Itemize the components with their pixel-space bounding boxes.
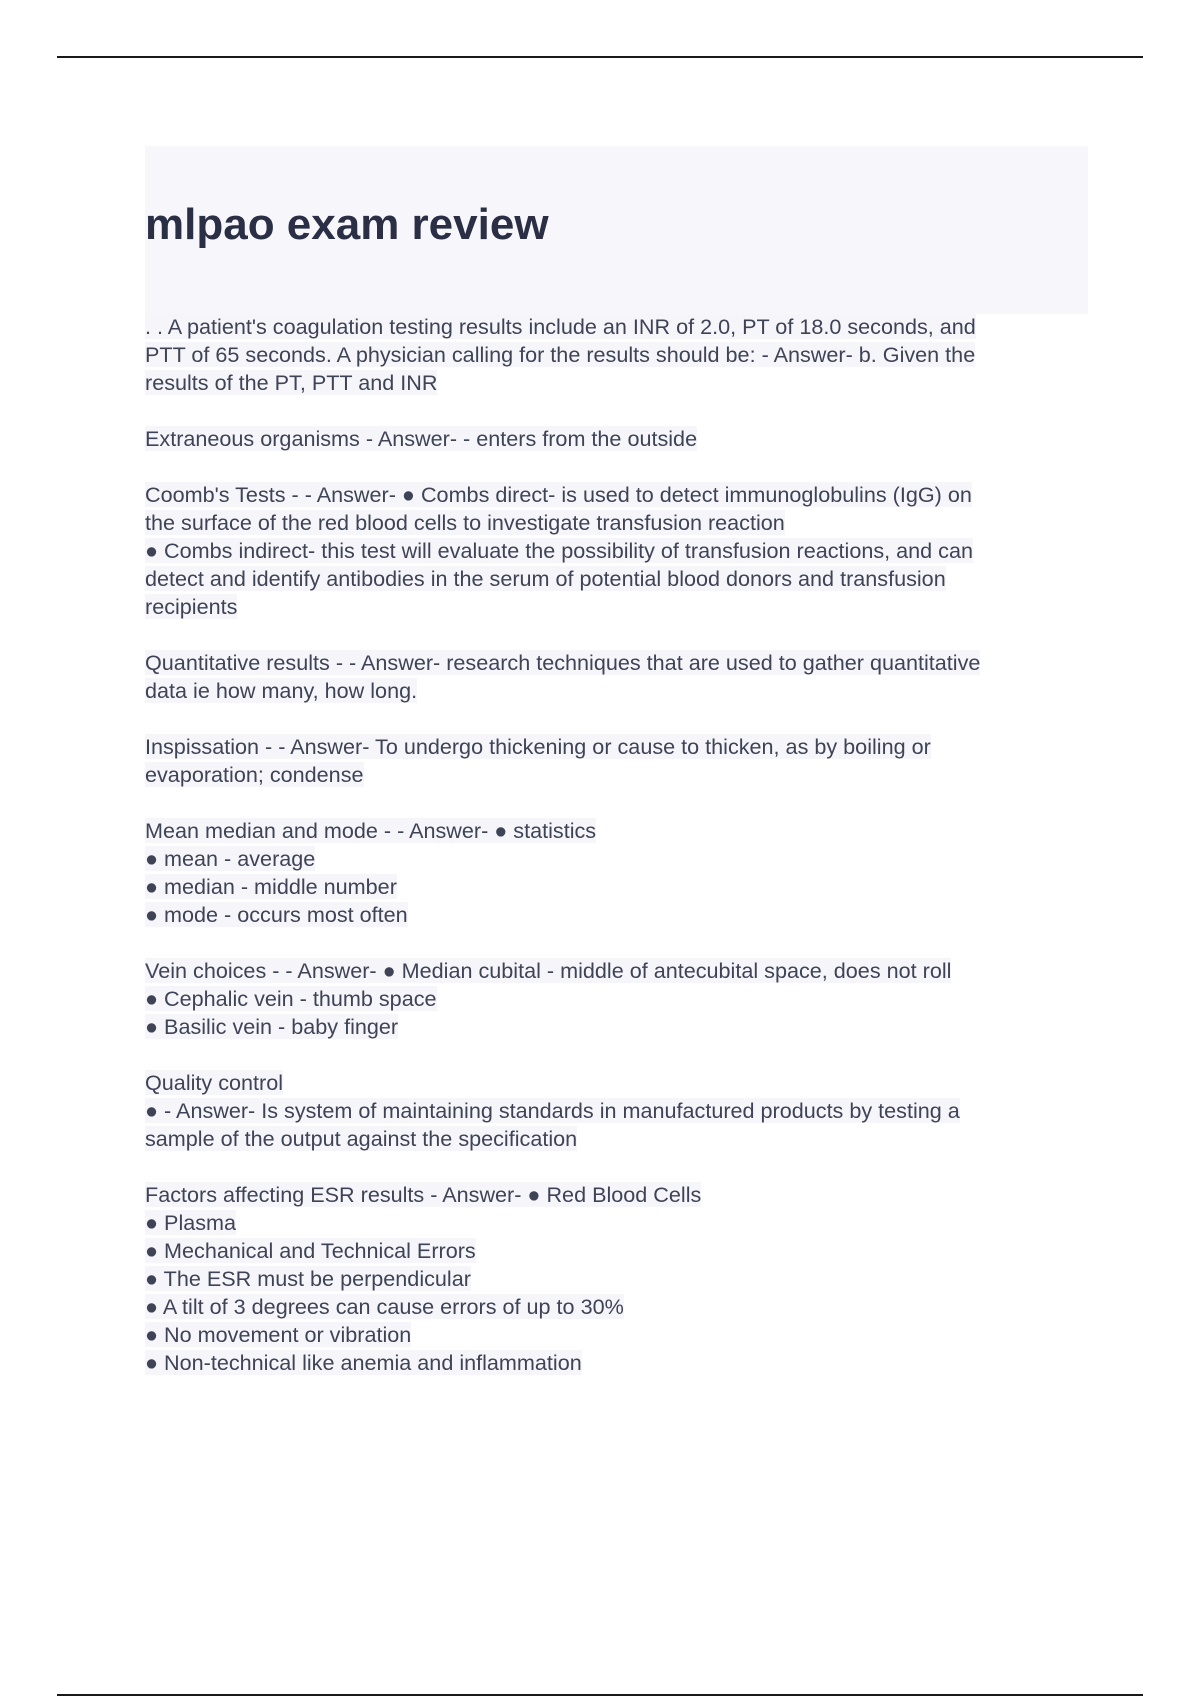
text-line xyxy=(145,817,1091,845)
text-line-content: ● median - middle number xyxy=(145,874,397,899)
text-line-content: data ie how many, how long. xyxy=(145,678,418,703)
text-line-content: ● Combs indirect- this test will evaluate the possibility of transfusion reactions, and can xyxy=(145,538,973,563)
text-line xyxy=(145,649,1091,677)
qa-entry xyxy=(145,425,1091,453)
text-line xyxy=(145,985,1091,1013)
text-line xyxy=(145,733,1091,761)
qa-entry xyxy=(145,733,1091,789)
qa-entry xyxy=(145,957,1091,1041)
text-line-content: ● Cephalic vein - thumb space xyxy=(145,986,437,1011)
text-line-content: the surface of the red blood cells to investigate transfusion reaction xyxy=(145,510,785,535)
text-line-content: evaporation; condense xyxy=(145,762,364,787)
page-title: mlpao exam review xyxy=(145,200,549,249)
text-line-content: Quality control xyxy=(145,1070,284,1095)
bottom-rule xyxy=(57,1694,1143,1696)
text-line-content: ● mean - average xyxy=(145,846,316,871)
text-line xyxy=(145,1097,1091,1125)
text-line-content: results of the PT, PTT and INR xyxy=(145,370,438,395)
text-line-content: Mean median and mode - - Answer- ● statistics xyxy=(145,818,597,843)
text-line-content: ● Plasma xyxy=(145,1210,237,1235)
text-line xyxy=(145,873,1091,901)
qa-entry xyxy=(145,1181,1091,1377)
text-line-content: ● The ESR must be perpendicular xyxy=(145,1266,471,1291)
text-line-content: ● - Answer- Is system of maintaining standards in manufactured products by testing a xyxy=(145,1098,960,1123)
qa-list xyxy=(145,313,1091,1405)
text-line xyxy=(145,509,1091,537)
text-line-content: sample of the output against the specification xyxy=(145,1126,578,1151)
text-line xyxy=(145,1209,1091,1237)
text-line-content: recipients xyxy=(145,594,238,619)
text-line-content: Factors affecting ESR results - Answer- ● Red Blood Cells xyxy=(145,1182,702,1207)
text-line-content: detect and identify antibodies in the serum of potential blood donors and transfusion xyxy=(145,566,946,591)
text-line xyxy=(145,1321,1091,1349)
text-line-content: PTT of 65 seconds. A physician calling for the results should be: - Answer- b. Given the xyxy=(145,342,976,367)
text-line-content: Inspissation - - Answer- To undergo thickening or cause to thicken, as by boiling or xyxy=(145,734,931,759)
text-line xyxy=(145,1125,1091,1153)
text-line xyxy=(145,341,1091,369)
text-line xyxy=(145,677,1091,705)
text-line xyxy=(145,1265,1091,1293)
top-rule xyxy=(57,56,1143,58)
text-line-content: . . A patient's coagulation testing results include an INR of 2.0, PT of 18.0 seconds, and xyxy=(145,314,976,339)
text-line xyxy=(145,1237,1091,1265)
qa-entry xyxy=(145,313,1091,397)
text-line-content: ● Basilic vein - baby finger xyxy=(145,1014,399,1039)
text-line xyxy=(145,1013,1091,1041)
text-line-content: Vein choices - - Answer- ● Median cubital - middle of antecubital space, does not roll xyxy=(145,958,952,983)
text-line xyxy=(145,901,1091,929)
text-line xyxy=(145,957,1091,985)
qa-entry xyxy=(145,1069,1091,1153)
text-line xyxy=(145,425,1091,453)
text-line xyxy=(145,369,1091,397)
text-line xyxy=(145,593,1091,621)
text-line xyxy=(145,845,1091,873)
qa-entry xyxy=(145,649,1091,705)
text-line-content: Quantitative results - - Answer- research techniques that are used to gather quantitative xyxy=(145,650,981,675)
qa-entry xyxy=(145,481,1091,621)
text-line-content: ● Mechanical and Technical Errors xyxy=(145,1238,476,1263)
text-line-content: ● Non-technical like anemia and inflammation xyxy=(145,1350,582,1375)
text-line xyxy=(145,1069,1091,1097)
text-line-content: Coomb's Tests - - Answer- ● Combs direct- is used to detect immunoglobulins (IgG) on xyxy=(145,482,972,507)
text-line xyxy=(145,1349,1091,1377)
text-line-content: ● mode - occurs most often xyxy=(145,902,408,927)
text-line xyxy=(145,537,1091,565)
text-line xyxy=(145,1181,1091,1209)
text-line xyxy=(145,313,1091,341)
text-line-content: ● A tilt of 3 degrees can cause errors of up to 30% xyxy=(145,1294,624,1319)
text-line-content: ● No movement or vibration xyxy=(145,1322,412,1347)
text-line-content: Extraneous organisms - Answer- - enters from the outside xyxy=(145,426,698,451)
text-line xyxy=(145,761,1091,789)
text-line xyxy=(145,481,1091,509)
text-line xyxy=(145,565,1091,593)
text-line xyxy=(145,1293,1091,1321)
qa-entry xyxy=(145,817,1091,929)
